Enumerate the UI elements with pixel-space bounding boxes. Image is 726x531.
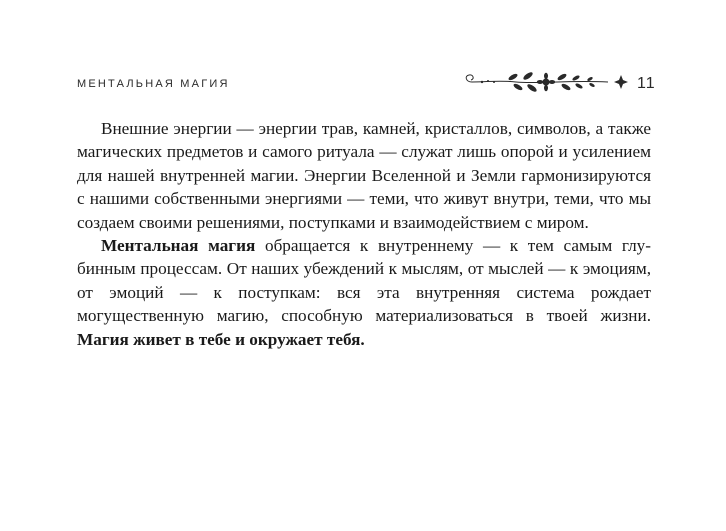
closing-statement: Магия живет в тебе и окружает тебя. (77, 329, 365, 349)
paragraph-2 (77, 234, 651, 351)
running-head: МЕНТАЛЬНАЯ МАГИЯ (77, 78, 230, 90)
paragraph-1: Внешние энергии — энергии трав, камней, кристаллов, символов, а также магических предметов и самого ритуала — служат лишь опорой и усилением для нашей внутренней магии. Энергии Вселенной и Земли гармонизируются с нашими собственными энергиями — теми, что живут внутри, теми, что мы создаем своими решениями, поступками и взаимодействием с миром. (77, 119, 651, 232)
page-number: 11 (637, 75, 656, 92)
floral-vine-icon (458, 68, 633, 96)
paragraph-2-text: обращается к внутреннему — к тем самым глубинным процессам. От наших убеждений к мыслям, от мыслей — к эмоциям, от эмоций — к поступкам: вся эта внутренняя система рождает могущественную магию, способную материализоваться в твоей жизни. (77, 236, 651, 326)
body-text (77, 117, 651, 351)
term-mental-magic: Ментальная магия (101, 236, 256, 256)
